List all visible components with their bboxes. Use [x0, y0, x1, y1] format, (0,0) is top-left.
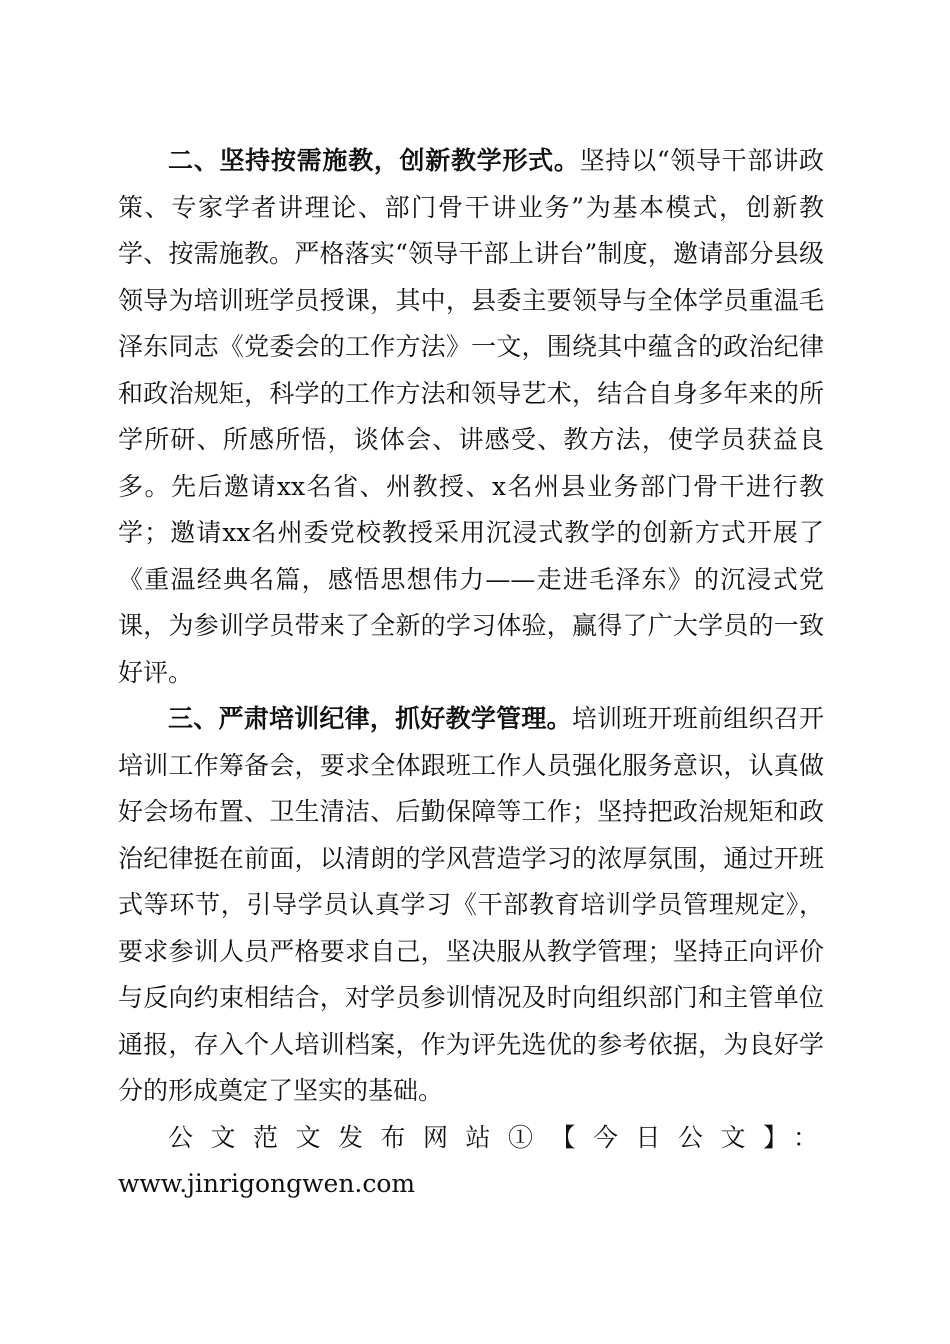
paragraph-training-discipline — [118, 696, 824, 1115]
paragraph-heading: 三、严肃培训纪律，抓好教学管理。 — [168, 704, 572, 733]
paragraph-teaching-form — [118, 138, 824, 696]
paragraph-body: 坚持以“领导干部讲政策、专家学者讲理论、部门骨干讲业务”为基本模式，创新教学、按需施教。严格落实“领导干部上讲台”制度，邀请部分县级领导为培训班学员授课，其中，县委主要领导与全体学员重温毛泽东同志《党委会的工作方法》一文，围绕其中蕴含的政治纪律和政治规矩，科学的工作方法和领导艺术，结合自身多年来的所学所研、所感所悟，谈体会、讲感受、教方法，使学员获益良多。先后邀请xx名省、州教授、x名州县业务部门骨干进行教学；邀请xx名州委党校教授采用沉浸式教学的创新方式开展了《重温经典名篇，感悟思想伟力——走进毛泽东》的沉浸式党课，为参训学员带来了全新的学习体验，赢得了广大学员的一致好评。 — [118, 146, 824, 687]
footer-site-label: 公文范文发布网站①【今日公文】： — [168, 1122, 824, 1152]
document-page — [118, 138, 824, 1208]
paragraph-heading: 二、坚持按需施教，创新教学形式。 — [168, 146, 580, 175]
paragraph-body: 培训班开班前组织召开培训工作筹备会，要求全体跟班工作人员强化服务意识，认真做好会场布置、卫生清洁、后勤保障等工作；坚持把政治规矩和政治纪律挺在前面，以清朗的学风营造学习的浓厚氛围，通过开班式等环节，引导学员认真学习《干部教育培训学员管理规定》，要求参训人员严格要求自己，坚决服从教学管理；坚持正向评价与反向约束相结合，对学员参训情况及时向组织部门和主管单位通报，存入个人培训档案，作为评先选优的参考依据，为良好学分的形成奠定了坚实的基础。 — [118, 704, 824, 1105]
footer-url: www.jinrigongwen.com — [118, 1169, 416, 1198]
